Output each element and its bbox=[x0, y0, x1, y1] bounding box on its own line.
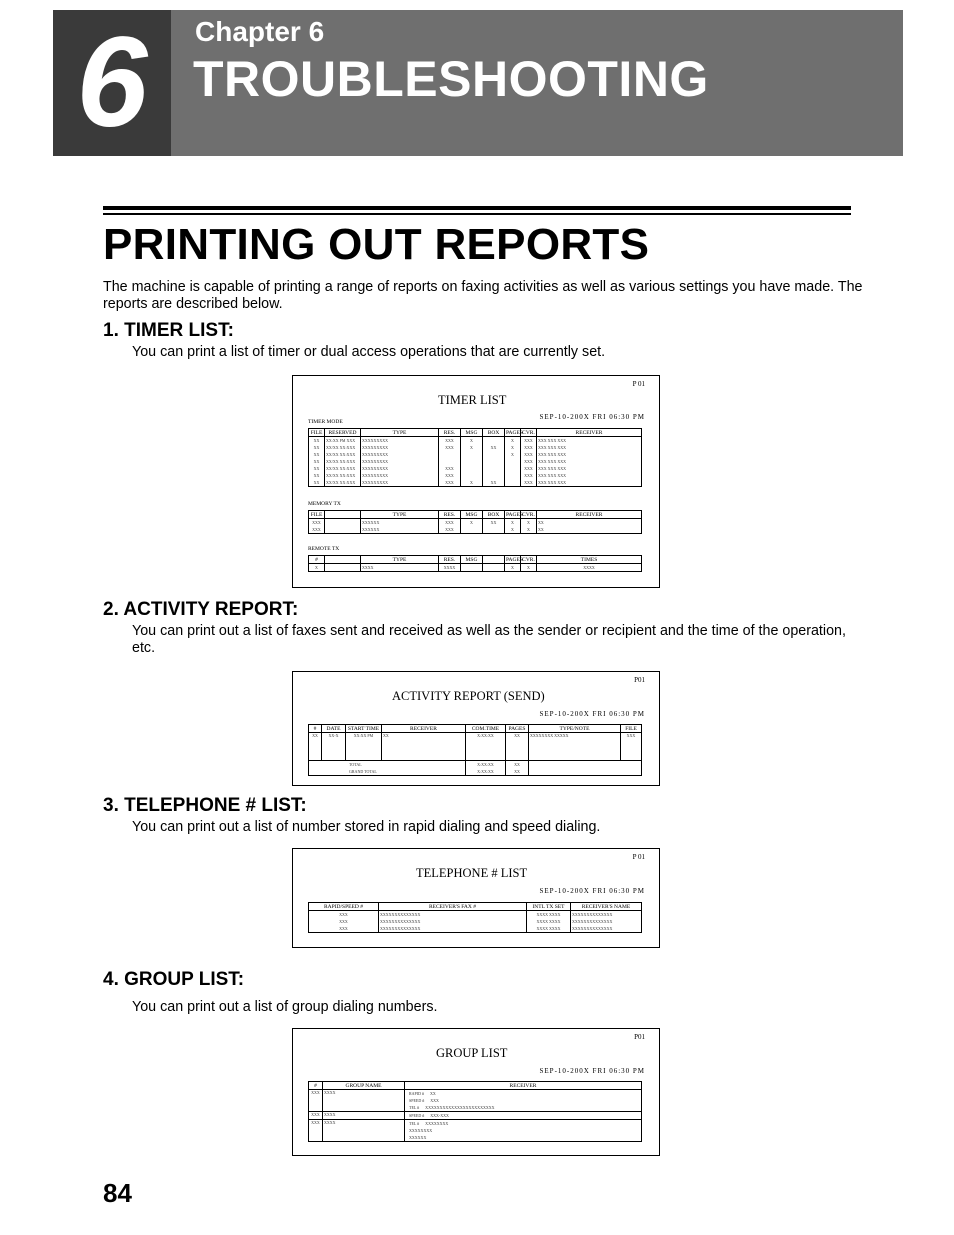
table-cell: X bbox=[309, 564, 325, 572]
table-cell: XX:XX PM XXX bbox=[325, 437, 361, 445]
table-cell: XXXXXX bbox=[361, 526, 439, 534]
col-header: RECEIVER bbox=[382, 725, 466, 733]
table-cell bbox=[483, 472, 505, 479]
table-cell bbox=[461, 458, 483, 465]
table-cell bbox=[461, 472, 483, 479]
table-cell: XX bbox=[537, 526, 642, 534]
table-cell bbox=[483, 564, 505, 572]
timer-list-report bbox=[292, 375, 660, 588]
page-number: 84 bbox=[103, 1178, 132, 1208]
table-cell: XXXX XXXX bbox=[527, 911, 571, 919]
table-cell: XXXXXXXXXXXXXX bbox=[571, 911, 642, 919]
table-cell: XX bbox=[483, 519, 505, 527]
col-header: CVR. bbox=[522, 511, 535, 518]
table-cell: X bbox=[505, 564, 521, 572]
section-title: PRINTING OUT REPORTS bbox=[103, 220, 650, 269]
table-cell bbox=[483, 437, 505, 445]
table-row bbox=[309, 444, 642, 451]
table-cell: XX/XX XX:XXX bbox=[325, 444, 361, 451]
report-date: SEP-10-200X FRI 06:30 PM bbox=[539, 887, 645, 895]
receiver-line: SPEED # XXX bbox=[409, 1098, 439, 1103]
table-cell: XXX bbox=[521, 451, 537, 458]
remote-tx-table bbox=[308, 555, 642, 572]
table-cell: XXXXXXXXXXXXXX bbox=[571, 925, 642, 933]
total-label: TOTAL bbox=[309, 761, 466, 769]
intro-paragraph: The machine is capable of printing a range of reports on faxing activities as well as various settings you have made. The reports are described below. bbox=[103, 279, 863, 312]
table-cell: XX/XX XX:XXX bbox=[325, 465, 361, 472]
table-cell: XXXXXXXXX bbox=[361, 479, 439, 487]
report-page-number: P 01 bbox=[632, 853, 645, 861]
table-cell: XXX bbox=[621, 733, 642, 761]
table-cell: XX bbox=[483, 479, 505, 487]
table-cell bbox=[405, 1090, 642, 1112]
table-cell: X bbox=[461, 444, 483, 451]
report-date: SEP-10-200X FRI 06:30 PM bbox=[539, 413, 645, 421]
table-cell: XXXXXXXXX bbox=[361, 444, 439, 451]
table-cell: XX bbox=[483, 444, 505, 451]
total-pages: XX bbox=[506, 761, 529, 769]
empty-cell bbox=[529, 768, 642, 776]
table-cell: X bbox=[461, 437, 483, 445]
report-title: GROUP LIST bbox=[436, 1046, 508, 1060]
col-header: RECEIVER bbox=[405, 1082, 642, 1090]
group-list-report bbox=[292, 1028, 660, 1156]
report-title: TELEPHONE # LIST bbox=[416, 866, 528, 880]
col-header: PAGES bbox=[506, 429, 523, 436]
report-title: TIMER LIST bbox=[438, 393, 507, 407]
col-header bbox=[325, 511, 361, 519]
report-title: ACTIVITY REPORT (SEND) bbox=[392, 689, 545, 703]
table-cell bbox=[325, 519, 361, 527]
table-cell: XXX bbox=[439, 444, 461, 451]
table-cell bbox=[461, 465, 483, 472]
memory-tx-label: MEMORY TX bbox=[308, 501, 341, 507]
col-header: RECEIVER bbox=[537, 511, 642, 519]
table-row bbox=[309, 465, 642, 472]
col-header: BOX bbox=[483, 429, 505, 437]
table-cell: X bbox=[505, 519, 521, 527]
table-cell bbox=[505, 458, 521, 465]
timer-mode-table bbox=[308, 428, 642, 487]
table-cell bbox=[505, 465, 521, 472]
table-cell: XXX bbox=[521, 472, 537, 479]
chapter-label: Chapter 6 bbox=[195, 16, 325, 47]
total-time: X:XX:XX bbox=[466, 761, 506, 769]
receiver-line: XXXXXX bbox=[409, 1135, 427, 1140]
table-cell: XX/XX XX:XXX bbox=[325, 458, 361, 465]
table-cell bbox=[461, 526, 483, 534]
table-cell: XXX bbox=[439, 437, 461, 445]
report-page-number: P 01 bbox=[632, 380, 645, 388]
chapter-banner bbox=[171, 10, 903, 156]
table-cell: XXX XXX XXX bbox=[537, 479, 642, 487]
col-header: RES. bbox=[439, 511, 461, 519]
table-cell: X bbox=[521, 564, 537, 572]
table-cell: XXX XXX XXX bbox=[537, 458, 642, 465]
activity-table bbox=[308, 724, 642, 776]
table-row bbox=[309, 458, 642, 465]
col-header: COM.TIME bbox=[466, 725, 506, 733]
table-cell: XXX XXX XXX bbox=[537, 465, 642, 472]
table-cell: XXX bbox=[309, 911, 379, 919]
table-cell: XXXXXXXX XXXXX bbox=[529, 733, 621, 761]
table-cell bbox=[439, 451, 461, 458]
col-header: PAGES bbox=[506, 725, 529, 733]
table-cell: XXX bbox=[439, 465, 461, 472]
table-cell bbox=[461, 451, 483, 458]
col-header: TYPE bbox=[361, 429, 439, 437]
table-cell: XX bbox=[382, 733, 466, 761]
item-heading-timer-list: 1. TIMER LIST: bbox=[103, 320, 234, 341]
table-cell: XXX bbox=[439, 472, 461, 479]
col-header: MSG bbox=[461, 511, 483, 519]
col-header: FILE bbox=[309, 511, 325, 519]
table-cell: XX/XX XX:XXX bbox=[325, 479, 361, 487]
report-page-number: P01 bbox=[634, 1033, 645, 1041]
table-cell: XXXX bbox=[323, 1090, 405, 1112]
col-header: CVR. bbox=[522, 556, 535, 563]
table-cell: XXX bbox=[439, 526, 461, 534]
table-cell bbox=[405, 1112, 642, 1120]
table-cell bbox=[505, 479, 521, 487]
table-cell bbox=[325, 526, 361, 534]
col-header: # bbox=[309, 556, 325, 564]
table-cell: XX bbox=[309, 437, 325, 445]
table-row bbox=[309, 519, 642, 527]
table-row bbox=[309, 564, 642, 572]
section-rule-thin bbox=[103, 213, 851, 215]
table-row bbox=[309, 1090, 642, 1112]
grand-total-time: X:XX:XX bbox=[466, 768, 506, 776]
col-header bbox=[325, 556, 361, 564]
table-cell: XXX XXX XXX bbox=[537, 444, 642, 451]
col-header bbox=[483, 556, 505, 564]
table-cell bbox=[405, 1120, 642, 1142]
table-cell: XXX XXX XXX bbox=[537, 472, 642, 479]
table-cell: XX bbox=[537, 519, 642, 527]
table-row bbox=[309, 911, 642, 919]
grand-total-pages: XX bbox=[506, 768, 529, 776]
table-cell: X bbox=[505, 437, 521, 445]
chapter-number-block bbox=[53, 10, 171, 156]
table-cell: XXX bbox=[521, 465, 537, 472]
table-cell: XXXXXXXXXXXXXX bbox=[379, 925, 527, 933]
table-cell: XXXX bbox=[323, 1112, 405, 1120]
col-header: MSG bbox=[461, 556, 483, 564]
table-cell bbox=[325, 564, 361, 572]
table-cell: XXX bbox=[309, 519, 325, 527]
item-description-group-list: You can print out a list of group dialing numbers. bbox=[132, 999, 438, 1015]
receiver-line: TEL # XXXXXXXXXXXXXXXXXXXXXXXX bbox=[409, 1105, 495, 1110]
table-cell bbox=[439, 458, 461, 465]
table-row bbox=[309, 526, 642, 534]
col-header: RES. bbox=[439, 556, 461, 564]
table-cell: XXX bbox=[309, 1090, 323, 1112]
col-header: DATE bbox=[322, 725, 346, 733]
table-cell: X bbox=[461, 519, 483, 527]
table-cell: XX bbox=[309, 451, 325, 458]
table-cell bbox=[483, 465, 505, 472]
table-cell bbox=[483, 451, 505, 458]
table-cell: XXX XXX XXX bbox=[537, 437, 642, 445]
table-cell: XXXX XXXX bbox=[527, 918, 571, 925]
grand-total-label: GRAND TOTAL bbox=[309, 768, 466, 776]
table-cell: XXXX bbox=[361, 564, 439, 572]
table-cell bbox=[461, 564, 483, 572]
col-header: TYPE bbox=[361, 556, 439, 564]
col-header: TYPE/NOTE bbox=[529, 725, 621, 733]
section-rule bbox=[103, 206, 851, 210]
table-cell: XXXXXXXXX bbox=[361, 458, 439, 465]
table-cell: XXX bbox=[521, 437, 537, 445]
col-header: MSG bbox=[461, 429, 483, 437]
item-heading-group-list: 4. GROUP LIST: bbox=[103, 969, 245, 990]
table-cell: XX-X bbox=[322, 733, 346, 761]
table-row bbox=[309, 918, 642, 925]
col-header: # bbox=[309, 725, 322, 733]
col-header: RAPID/SPEED # bbox=[309, 903, 379, 911]
receiver-line: XXXXXXXX bbox=[409, 1128, 433, 1133]
table-row bbox=[309, 472, 642, 479]
table-cell: XXXXXXXXX bbox=[361, 472, 439, 479]
table-cell: X bbox=[461, 479, 483, 487]
table-cell: XXXXXXXXXXXXXX bbox=[571, 918, 642, 925]
table-cell: XXX bbox=[521, 458, 537, 465]
table-cell: XX/XX XX:XXX bbox=[325, 472, 361, 479]
table-cell: XXXXXXXXX bbox=[361, 451, 439, 458]
table-cell: X bbox=[505, 444, 521, 451]
table-cell: XX bbox=[309, 444, 325, 451]
col-header: BOX bbox=[483, 511, 505, 519]
col-header: FILE bbox=[621, 725, 642, 733]
col-header: RECEIVER'S NAME bbox=[571, 903, 642, 911]
col-header: RES. bbox=[439, 429, 461, 437]
col-header: RECEIVER bbox=[537, 429, 642, 437]
table-cell: XXXXXX bbox=[361, 519, 439, 527]
table-cell: XXX XXX XXX bbox=[537, 451, 642, 458]
table-row bbox=[309, 437, 642, 445]
table-cell: XX bbox=[309, 465, 325, 472]
col-header: START TIME bbox=[346, 725, 382, 733]
table-cell: XXX bbox=[309, 1120, 323, 1142]
empty-cell bbox=[529, 761, 642, 769]
table-cell: XXX bbox=[521, 479, 537, 487]
telephone-table bbox=[308, 902, 642, 933]
table-cell: XXX bbox=[521, 444, 537, 451]
table-cell: XXXX bbox=[323, 1120, 405, 1142]
col-header: RECEIVER'S FAX # bbox=[379, 903, 527, 911]
table-cell: X bbox=[505, 451, 521, 458]
col-header: CVR. bbox=[522, 429, 535, 436]
table-row bbox=[309, 479, 642, 487]
table-cell bbox=[505, 472, 521, 479]
table-row bbox=[309, 1112, 642, 1120]
col-header: RESERVED bbox=[325, 429, 361, 437]
table-cell bbox=[483, 458, 505, 465]
table-cell: XX bbox=[506, 733, 529, 761]
table-row bbox=[309, 1120, 642, 1142]
table-cell: XXXX bbox=[439, 564, 461, 572]
table-row bbox=[309, 925, 642, 933]
table-cell: X bbox=[505, 526, 521, 534]
col-header: GROUP NAME bbox=[323, 1082, 405, 1090]
timer-mode-label: TIMER MODE bbox=[308, 419, 343, 425]
table-cell: XXXX bbox=[537, 564, 642, 572]
col-header: TYPE bbox=[361, 511, 439, 519]
receiver-line: RAPID # XX bbox=[409, 1091, 436, 1096]
table-cell: XXX bbox=[309, 1112, 323, 1120]
table-cell: XXXXXXXXX bbox=[361, 465, 439, 472]
report-date: SEP-10-200X FRI 06:30 PM bbox=[539, 710, 645, 718]
table-cell: XX bbox=[309, 472, 325, 479]
chapter-title: TROUBLESHOOTING bbox=[193, 51, 709, 107]
table-cell: X:XX:XX bbox=[466, 733, 506, 761]
memory-tx-table bbox=[308, 510, 642, 534]
telephone-list-report bbox=[292, 848, 660, 948]
table-cell: XXXXXXXXXXXXXX bbox=[379, 918, 527, 925]
table-cell: XX bbox=[309, 458, 325, 465]
col-header: # bbox=[309, 1082, 323, 1090]
table-cell: XXX bbox=[309, 526, 325, 534]
table-cell: XXXX XXXX bbox=[527, 925, 571, 933]
receiver-line: TEL # XXXXXXXX bbox=[409, 1121, 449, 1126]
table-cell: XX/XX XX:XXX bbox=[325, 451, 361, 458]
table-cell bbox=[483, 526, 505, 534]
table-cell: X bbox=[521, 526, 537, 534]
table-cell: XXX bbox=[309, 925, 379, 933]
table-row bbox=[309, 451, 642, 458]
table-cell: X bbox=[521, 519, 537, 527]
item-heading-activity-report: 2. ACTIVITY REPORT: bbox=[103, 599, 299, 620]
table-cell: XX bbox=[309, 479, 325, 487]
receiver-line: SPEED # XXX-XXX bbox=[409, 1113, 449, 1118]
table-cell: XX bbox=[309, 733, 322, 761]
activity-report bbox=[292, 671, 660, 786]
col-header: PAGES bbox=[506, 556, 523, 563]
col-header: INTL TX SET bbox=[527, 903, 571, 911]
col-header: TIMES bbox=[537, 556, 642, 564]
report-page-number: P01 bbox=[634, 676, 645, 684]
table-cell: XXX bbox=[309, 918, 379, 925]
group-table bbox=[308, 1081, 642, 1142]
col-header: PAGES bbox=[506, 511, 523, 518]
item-description-telephone-list: You can print out a list of number stored in rapid dialing and speed dialing. bbox=[132, 819, 601, 835]
table-cell: XXX bbox=[439, 479, 461, 487]
table-cell: XXX bbox=[439, 519, 461, 527]
item-description-activity-report: You can print out a list of faxes sent and received as well as the sender or recipient and the time of the operation, etc. bbox=[132, 623, 846, 656]
remote-tx-label: REMOTE TX bbox=[308, 546, 340, 552]
table-cell: XXXXXXXXX bbox=[361, 437, 439, 445]
item-heading-telephone-list: 3. TELEPHONE # LIST: bbox=[103, 795, 307, 816]
item-description-timer-list: You can print a list of timer or dual access operations that are currently set. bbox=[132, 344, 606, 360]
chapter-number: 6 bbox=[76, 11, 148, 154]
table-cell: XX:XX PM bbox=[346, 733, 382, 761]
table-cell: XXXXXXXXXXXXXX bbox=[379, 911, 527, 919]
col-header: FILE bbox=[309, 429, 325, 437]
report-date: SEP-10-200X FRI 06:30 PM bbox=[539, 1067, 645, 1075]
